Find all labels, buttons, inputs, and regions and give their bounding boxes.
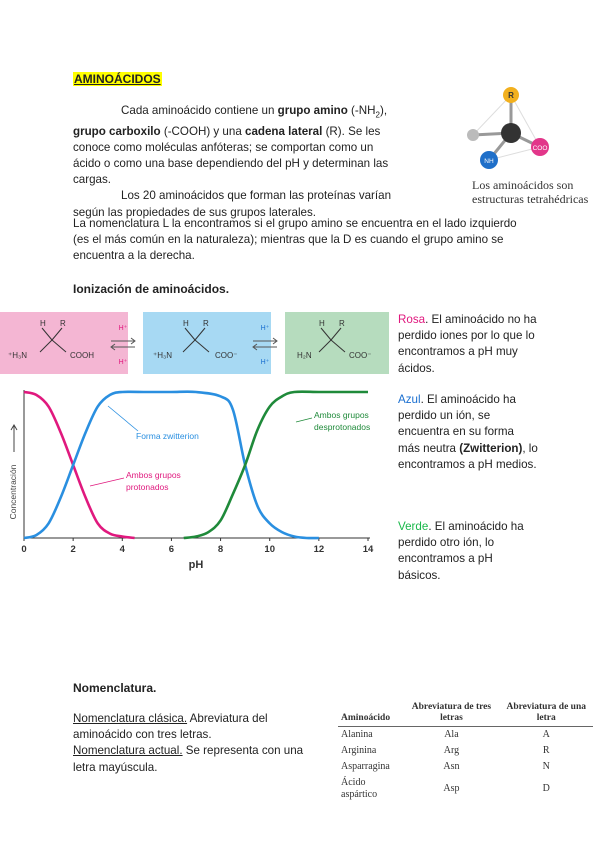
protonados-pointer [90,478,124,486]
svg-text:R: R [339,319,345,328]
x-tick-label: 2 [70,544,76,555]
svg-text:H⁺: H⁺ [260,359,270,366]
x-tick-label: 12 [313,544,325,555]
svg-text:⁺H₃N: ⁺H₃N [8,351,28,360]
table-row: Alanina Ala A [341,729,550,740]
table-row: Asparragina Asn N [341,761,550,772]
svg-text:COO⁻: COO⁻ [215,351,238,360]
table-row: Arginina Arg R [341,745,550,756]
svg-text:⁺H₃N: ⁺H₃N [153,351,173,360]
svg-text:H⁺: H⁺ [118,325,128,332]
header-tres-letras: Abreviatura de tres letras [403,700,499,727]
molecule-caption: Los aminoácidos son estructuras tetrahédricas [472,178,589,206]
verde-explanation: Verde. El aminoácido ha perdido otro ión, lo encontramos a pH básicos. [398,520,524,582]
desprot-annotation-1: Ambos grupos [314,410,369,420]
svg-text:H⁺: H⁺ [118,359,128,366]
ld-nomenclature-text: La nomenclatura L la encontramos si el grupo amino se encuentra en el lado izquierdo (es el más común en la naturaleza); mientras que la D es cuando el grupo amino se encuentra a la derecha. [73,217,517,263]
nomenclatura-heading: Nomenclatura. [73,681,157,695]
svg-text:H₂N: H₂N [297,351,312,360]
svg-text:H: H [183,319,189,328]
basic-form-box [285,312,389,374]
table-row: Ácido aspártico Asp D [341,777,550,800]
x-tick-label: 0 [21,544,27,555]
svg-text:R: R [60,319,66,328]
basic-form-structure [285,312,389,374]
hydrogen-atom [467,129,479,141]
svg-text:R: R [203,319,209,328]
tetrahedral-molecule-image [455,83,575,173]
rosa-explanation: Rosa. El aminoácido no ha perdido iones por lo que lo encontramos a pH muy ácidos. [398,313,537,375]
x-axis-label: pH [188,559,204,571]
table-header-row [338,700,593,727]
x-tick-label: 10 [264,544,276,555]
x-tick-label: 6 [168,544,175,555]
verde-label: Verde [398,520,429,533]
carbon-atom [501,123,521,143]
svg-text:H: H [319,319,325,328]
zwitter-pointer [108,406,138,431]
series-line-1 [24,392,319,538]
nh-label: NH [484,158,494,165]
azul-explanation: Azul. El aminoácido ha perdido un ión, se encuentra en su forma más neutra (Zwitterion), lo encontramos a pH medios. [398,393,538,471]
r-label: R [508,91,514,100]
intro-paragraph-1: Cada aminoácido contiene un grupo amino $(-NH_2)$, grupo carboxilo (-COOH) y una cadena lateral (R). Se les conoce como moléculas anfóteras; se comportan como un ácido o como una base dependiendo del pH y determinan las cargas. [73,104,389,187]
header-una-letra: Abreviatura de una letra [499,700,593,727]
x-tick-label: 8 [217,544,224,555]
desprot-annotation-2: desprotonados [314,422,371,432]
svg-text:COOH: COOH [70,351,94,360]
amino-acid-table [338,700,593,803]
svg-text:COO⁻: COO⁻ [349,351,372,360]
x-tick-label: 14 [362,544,374,555]
protonados-annotation-1: Ambos grupos [126,470,181,480]
cooh-label: COO [532,145,548,152]
equilibrium-arrow-1 [103,320,143,370]
equilibrium-arrow-2 [245,320,285,370]
desprot-pointer [296,418,312,422]
ionization-heading: Ionización de aminoácidos. [73,282,230,296]
svg-text:H⁺: H⁺ [260,325,270,332]
x-tick-label: 4 [119,544,125,555]
nomenclatura-text: Nomenclatura clásica. Abreviatura del aminoácido con tres letras. Nomenclatura actual. Se representa con una letra mayúscula. [73,712,304,774]
ionization-chart [0,382,385,577]
rosa-label: Rosa [398,313,426,326]
page-title: AMINOÁCIDOS [74,72,161,86]
azul-label: Azul [398,393,421,406]
x-ticks [21,538,374,555]
intro-paragraph-2: Los 20 aminoácidos que forman las proteínas varían según las propiedades de sus grupos laterales. [73,189,392,219]
svg-text:H: H [40,319,46,328]
protonados-annotation-2: protonados [126,482,169,492]
header-aminoacido: Aminoácido [338,700,403,727]
zwitter-annotation: Forma zwitterion [136,431,199,441]
intro-text [73,103,395,221]
y-axis-label: Concentración [8,464,18,520]
